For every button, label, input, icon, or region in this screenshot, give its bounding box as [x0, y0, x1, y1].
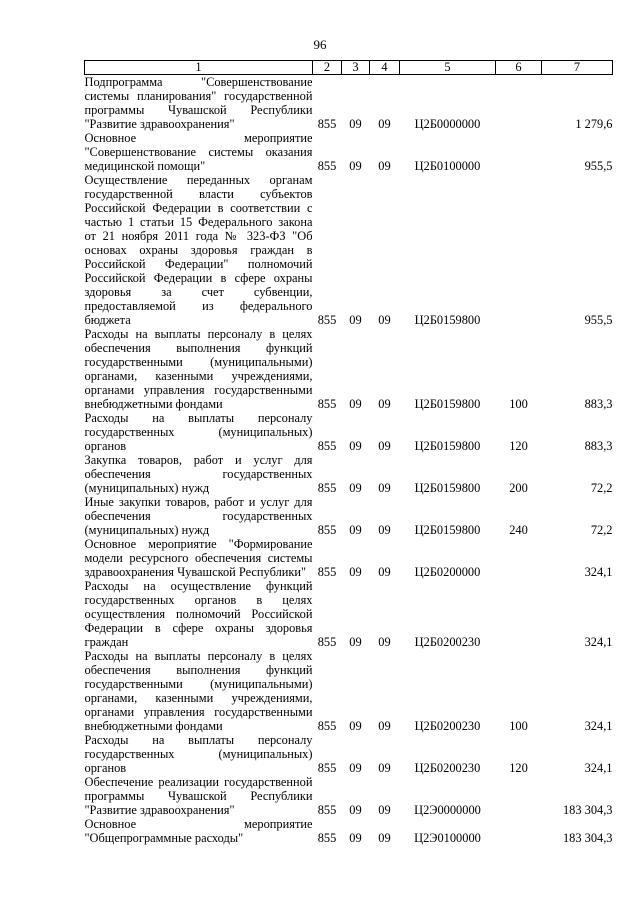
row-code-vr — [496, 817, 542, 845]
row-amount: 324,1 — [584, 565, 613, 579]
row-code-pr: 09 — [378, 523, 391, 537]
row-code-csr: Ц2Б0200230 — [414, 761, 481, 775]
row-name: Расходы на выплаты персоналу в целях обеспечения выполнения функций государственными (муниципальными) органами, казенными учреждениями, органами управления государственными внебюджетными фондами — [84, 327, 313, 411]
row-code-gr: 855 — [317, 159, 337, 173]
row-code-gr: 855 — [317, 397, 337, 411]
row-code-pr: 09 — [378, 831, 391, 845]
row-name: Основное мероприятие "Совершенствование системы оказания медицинской помощи" — [84, 131, 313, 173]
table-row — [85, 453, 613, 495]
row-code-vr — [496, 75, 542, 132]
row-amount: 324,1 — [584, 719, 613, 733]
row-code-gr: 855 — [317, 635, 337, 649]
header-col-1: 1 — [85, 61, 313, 75]
row-name: Основное мероприятие "Общепрограммные расходы" — [84, 817, 313, 845]
row-code-csr: Ц2Б0159800 — [414, 313, 481, 327]
row-code-pr: 09 — [378, 117, 391, 131]
header-col-7: 7 — [542, 61, 613, 75]
row-code-gr: 855 — [317, 523, 337, 537]
header-col-3: 3 — [342, 61, 370, 75]
row-code-rz: 09 — [349, 719, 362, 733]
row-code-csr: Ц2Б0159800 — [414, 439, 481, 453]
row-amount: 324,1 — [584, 761, 613, 775]
page-number: 96 — [313, 37, 327, 52]
row-code-vr — [496, 131, 542, 173]
row-code-rz: 09 — [349, 313, 362, 327]
row-name: Расходы на выплаты персоналу государственных (муниципальных) органов — [84, 733, 313, 775]
row-amount: 324,1 — [584, 635, 613, 649]
table-row — [85, 537, 613, 579]
header-row — [85, 61, 613, 75]
row-code-pr: 09 — [378, 397, 391, 411]
table-row — [85, 495, 613, 537]
row-name: Иные закупки товаров, работ и услуг для обеспечения государственных (муниципальных) нужд — [84, 495, 313, 537]
row-code-rz: 09 — [349, 831, 362, 845]
row-code-rz: 09 — [349, 565, 362, 579]
row-code-vr: 120 — [509, 439, 528, 453]
row-code-vr — [496, 173, 542, 327]
table-row — [85, 411, 613, 453]
row-code-gr: 855 — [317, 313, 337, 327]
row-code-vr: 240 — [509, 523, 528, 537]
row-code-vr: 100 — [509, 397, 528, 411]
row-name: Закупка товаров, работ и услуг для обеспечения государственных (муниципальных) нужд — [84, 453, 313, 495]
row-code-pr: 09 — [378, 719, 391, 733]
table-row — [85, 75, 613, 132]
row-name: Обеспечение реализации государственной программы Чувашской Республики "Развитие здравоохранения" — [84, 775, 313, 817]
row-code-gr: 855 — [317, 719, 337, 733]
row-name: Осуществление переданных органам государственной власти субъектов Российской Федерации в соответствии с частью 1 статьи 15 Федерального закона от 21 ноября 2011 года № 323-ФЗ "Об основах охраны здоровья граждан в Российской Федерации" полномочий Российской Федерации в сфере охраны здоровья за счет субвенции, предоставляемой из федерального бюджета — [84, 173, 313, 327]
header-col-4: 4 — [370, 61, 400, 75]
row-code-gr: 855 — [317, 565, 337, 579]
row-code-pr: 09 — [378, 313, 391, 327]
row-code-pr: 09 — [378, 635, 391, 649]
table-body — [85, 75, 613, 846]
table-row — [85, 173, 613, 327]
row-name: Подпрограмма "Совершенствование системы планирования" государственной программы Чувашской Республики "Развитие здравоохранения" — [84, 75, 313, 131]
row-code-rz: 09 — [349, 117, 362, 131]
row-code-csr: Ц2Б0159800 — [414, 397, 481, 411]
row-code-csr: Ц2Б0000000 — [414, 117, 481, 131]
row-code-csr: Ц2Б0159800 — [414, 523, 481, 537]
row-code-csr: Ц2Б0159800 — [414, 481, 481, 495]
row-code-gr: 855 — [317, 803, 337, 817]
row-code-pr: 09 — [378, 565, 391, 579]
row-code-pr: 09 — [378, 803, 391, 817]
row-code-vr — [496, 537, 542, 579]
row-code-pr: 09 — [378, 481, 391, 495]
row-name: Расходы на выплаты персоналу государственных (муниципальных) органов — [84, 411, 313, 453]
row-code-rz: 09 — [349, 635, 362, 649]
row-amount: 183 304,3 — [562, 831, 613, 845]
table-row — [85, 649, 613, 733]
row-amount: 955,5 — [584, 313, 613, 327]
row-code-csr: Ц2Б0200000 — [414, 565, 481, 579]
row-code-gr: 855 — [317, 481, 337, 495]
table-row — [85, 775, 613, 817]
row-code-gr: 855 — [317, 831, 337, 845]
row-code-csr: Ц2Э0100000 — [414, 831, 481, 845]
header-col-5: 5 — [400, 61, 496, 75]
budget-table — [84, 60, 613, 845]
row-code-gr: 855 — [317, 117, 337, 131]
row-code-vr: 200 — [509, 481, 528, 495]
table-row — [85, 579, 613, 649]
row-amount: 72,2 — [590, 523, 613, 537]
row-code-pr: 09 — [378, 159, 391, 173]
table-row — [85, 327, 613, 411]
table-header — [85, 61, 613, 75]
table-row — [85, 817, 613, 845]
row-code-pr: 09 — [378, 761, 391, 775]
row-code-vr — [496, 775, 542, 817]
row-code-rz: 09 — [349, 761, 362, 775]
row-code-rz: 09 — [349, 803, 362, 817]
row-amount: 183 304,3 — [562, 803, 613, 817]
row-code-rz: 09 — [349, 439, 362, 453]
row-name: Основное мероприятие "Формирование модели ресурсного обеспечения системы здравоохранения Чувашской Республики" — [84, 537, 313, 579]
header-col-6: 6 — [496, 61, 542, 75]
row-code-csr: Ц2Э0000000 — [414, 803, 481, 817]
row-code-vr: 120 — [509, 761, 528, 775]
row-name: Расходы на осуществление функций государственных органов в целях осуществления полномочий Российской Федерации в сфере охраны здоровья граждан — [84, 579, 313, 649]
row-code-rz: 09 — [349, 481, 362, 495]
row-amount: 1 279,6 — [575, 117, 613, 131]
row-code-vr — [496, 579, 542, 649]
row-code-vr: 100 — [509, 719, 528, 733]
row-code-csr: Ц2Б0200230 — [414, 635, 481, 649]
row-amount: 955,5 — [584, 159, 613, 173]
header-col-2: 2 — [313, 61, 342, 75]
row-name: Расходы на выплаты персоналу в целях обеспечения выполнения функций государственными (муниципальными) органами, казенными учреждениями, органами управления государственными внебюджетными фондами — [84, 649, 313, 733]
row-code-pr: 09 — [378, 439, 391, 453]
row-code-rz: 09 — [349, 523, 362, 537]
row-amount: 72,2 — [590, 481, 613, 495]
table-row — [85, 131, 613, 173]
row-code-rz: 09 — [349, 397, 362, 411]
row-code-gr: 855 — [317, 439, 337, 453]
row-code-csr: Ц2Б0100000 — [414, 159, 481, 173]
row-code-rz: 09 — [349, 159, 362, 173]
row-amount: 883,3 — [584, 439, 613, 453]
row-amount: 883,3 — [584, 397, 613, 411]
row-code-csr: Ц2Б0200230 — [414, 719, 481, 733]
row-code-gr: 855 — [317, 761, 337, 775]
table-row — [85, 733, 613, 775]
